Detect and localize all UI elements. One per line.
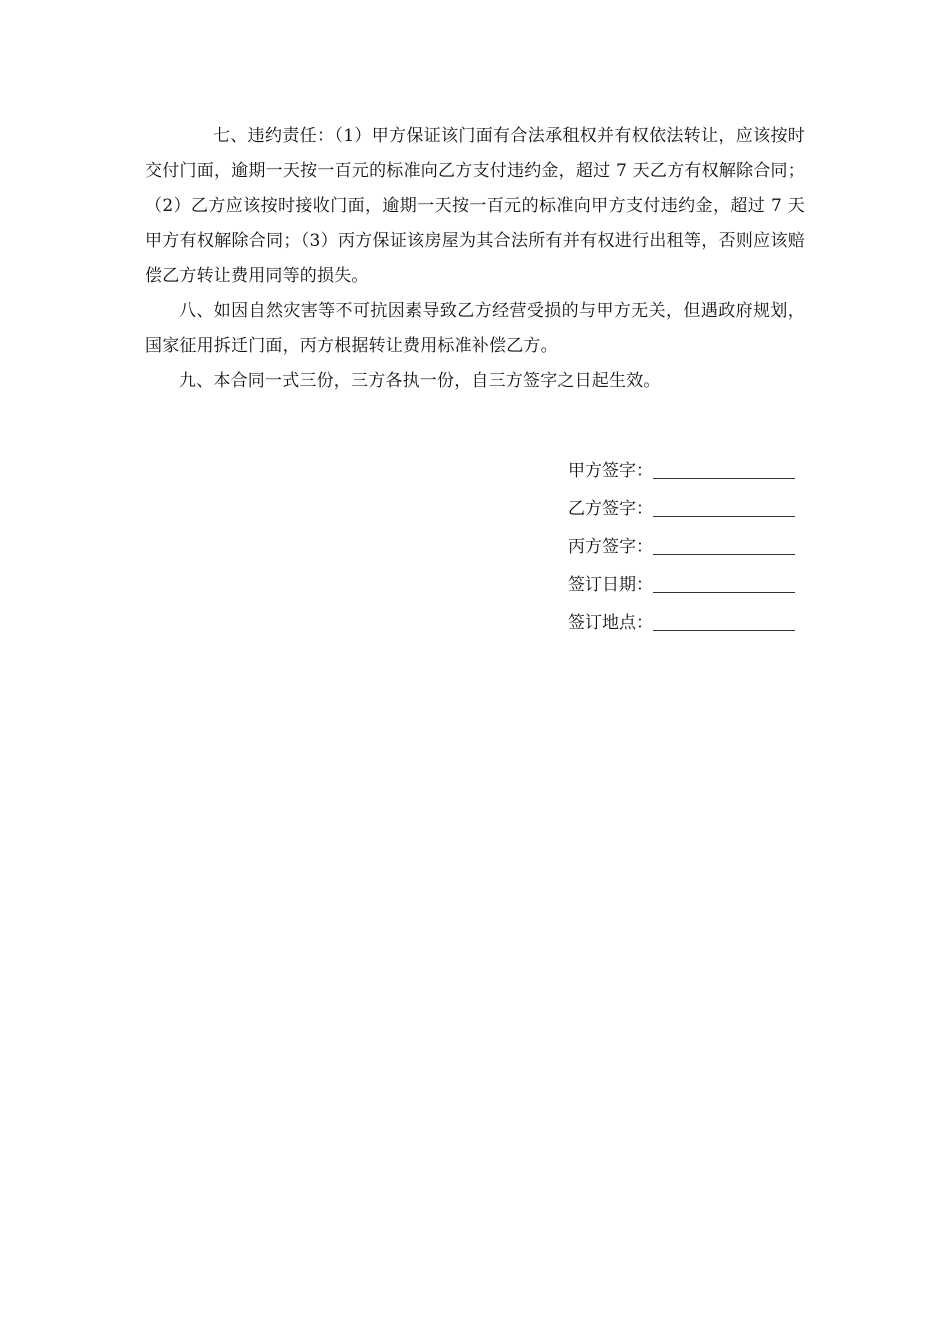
contract-body	[145, 119, 805, 399]
signing-date-line	[653, 574, 795, 593]
signature-label-party-a: 甲方签字：	[568, 461, 653, 481]
signing-place-line	[653, 612, 795, 631]
signing-date-label: 签订日期：	[568, 575, 653, 595]
signature-row-party-b	[568, 483, 808, 521]
signature-line-party-c	[653, 536, 795, 555]
signature-line-party-b	[653, 498, 795, 517]
signature-row-party-a	[568, 445, 808, 483]
signature-line-party-a	[653, 460, 795, 479]
clause-9-effectiveness: 九、本合同一式三份，三方各执一份，自三方签字之日起生效。	[179, 371, 661, 391]
signature-row-party-c	[568, 521, 808, 559]
signature-block	[568, 445, 808, 635]
signing-place-label: 签订地点：	[568, 613, 653, 633]
signature-row-place	[568, 597, 808, 635]
signature-label-party-b: 乙方签字：	[568, 499, 653, 519]
signature-label-party-c: 丙方签字：	[568, 537, 653, 557]
signature-row-date	[568, 559, 808, 597]
clause-8-force-majeure: 八、如因自然灾害等不可抗因素导致乙方经营受损的与甲方无关，但遇政府规划，国家征用拆迁门面，丙方根据转让费用标准补偿乙方。	[145, 301, 805, 356]
clause-7-breach-liability: 七、违约责任：（1）甲方保证该门面有合法承租权并有权依法转让，应该按时交付门面，逾期一天按一百元的标准向乙方支付违约金，超过 7 天乙方有权解除合同；（2）乙方应该按时接收门面，逾期一天按一百元的标准向甲方支付违约金，超过 7 天甲方有权解除合同；（3）丙方保证该房屋为其合法所有并有权进行出租等，否则应该赔偿乙方转让费用同等的损失。	[145, 126, 805, 286]
